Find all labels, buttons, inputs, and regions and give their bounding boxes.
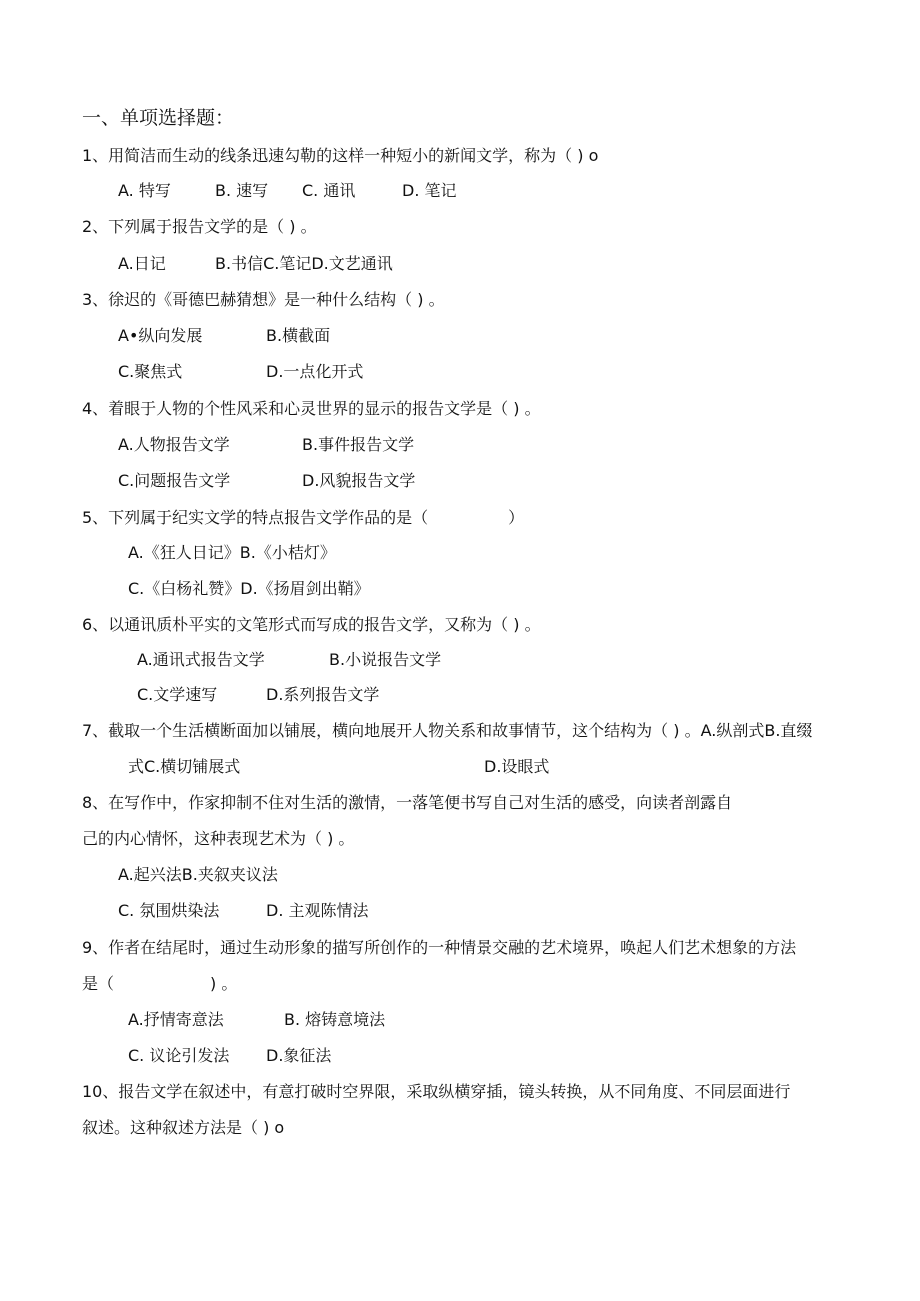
question-5-options-cd: C.《白杨礼赞》D.《扬眉剑出鞘》 (128, 579, 370, 598)
question-8-options-ab: A.起兴法B.夹叙夹议法 (118, 865, 278, 884)
question-4-option-d: D.风貌报告文学 (302, 471, 416, 490)
page-title: 一、单项选择题： (82, 107, 235, 129)
question-2-option-a: A.日记 (118, 254, 166, 273)
question-1-option-b: B. 速写 (215, 181, 269, 200)
question-7-option-d: D.设眼式 (484, 757, 550, 776)
question-3-stem: 3、徐迟的《哥德巴赫猜想》是一种什么结构（ ) 。 (82, 290, 445, 309)
question-9-option-d: D.象征法 (266, 1046, 332, 1065)
question-3-option-a: A•纵向发展 (118, 326, 203, 345)
question-9-stem-line-2: 是（ ) 。 (82, 974, 238, 993)
question-2-stem: 2、下列属于报告文学的是（ ) 。 (82, 217, 317, 236)
question-4-option-c: C.问题报告文学 (118, 471, 231, 490)
question-6-option-a: A.通讯式报告文学 (137, 650, 265, 669)
question-4-option-a: A.人物报告文学 (118, 435, 230, 454)
question-8-stem-line-2: 己的内心情怀，这种表现艺术为（ ) 。 (82, 829, 355, 848)
question-9-stem-line-1: 9、作者在结尾时，通过生动形象的描写所创作的一种情景交融的艺术境界，唤起人们艺术想象的方法 (82, 938, 797, 957)
question-3-option-b: B.横截面 (266, 326, 331, 345)
question-8-option-d: D. 主观陈情法 (266, 901, 369, 920)
question-9-option-a: A.抒情寄意法 (128, 1010, 224, 1029)
question-3-option-d: D.一点化开式 (266, 362, 364, 381)
question-9-option-c: C. 议论引发法 (128, 1046, 230, 1065)
question-10-stem-line-2: 叙述。这种叙述方法是（ ) o (82, 1118, 285, 1137)
question-1-option-a: A. 特写 (118, 181, 171, 200)
question-1-option-d: D. 笔记 (402, 181, 457, 200)
question-2-options-bcd: B.书信C.笔记D.文艺通讯 (215, 254, 393, 273)
question-7-stem: 7、截取一个生活横断面加以铺展，横向地展开人物关系和故事情节，这个结构为（ ) 。A.纵剖式B.直缀 (82, 721, 813, 740)
question-6-stem: 6、以通讯质朴平实的文笔形式而写成的报告文学，又称为（ ) 。 (82, 615, 541, 634)
question-1-option-c: C. 通讯 (302, 181, 356, 200)
question-6-option-b: B.小说报告文学 (329, 650, 442, 669)
question-1-stem: 1、用简洁而生动的线条迅速勾勒的这样一种短小的新闻文学，称为（ ) o (82, 146, 599, 165)
question-3-option-c: C.聚焦式 (118, 362, 183, 381)
question-10-stem-line-1: 10、报告文学在叙述中，有意打破时空界限，采取纵横穿插，镜头转换，从不同角度、不同层面进行 (82, 1082, 791, 1101)
question-8-stem-line-1: 8、在写作中，作家抑制不住对生活的激情，一落笔便书写自己对生活的感受，向读者剖露自 (82, 793, 733, 812)
question-6-option-d: D.系列报告文学 (266, 685, 380, 704)
question-8-option-c: C. 氛围烘染法 (118, 901, 220, 920)
question-6-option-c: C.文学速写 (137, 685, 218, 704)
question-7-stem-continued: 式C.横切铺展式 (128, 757, 241, 776)
question-5-options-ab: A.《狂人日记》B.《小桔灯》 (128, 543, 336, 562)
question-4-stem: 4、着眼于人物的个性风采和心灵世界的显示的报告文学是（ ) 。 (82, 399, 541, 418)
question-4-option-b: B.事件报告文学 (302, 435, 415, 454)
question-9-option-b: B. 熔铸意境法 (284, 1010, 386, 1029)
question-5-stem: 5、下列属于纪实文学的特点报告文学作品的是（ ） (82, 508, 525, 527)
